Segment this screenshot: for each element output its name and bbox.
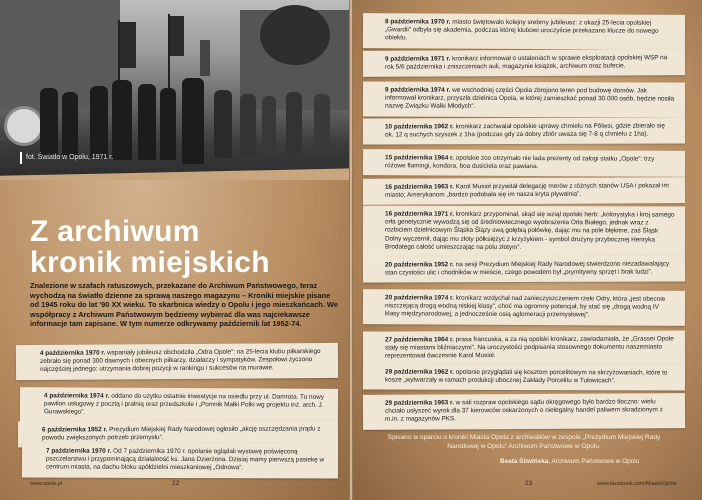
note-date: 16 października 1963 r.: [384, 183, 454, 191]
author-affiliation: , Archiwum Państwowe w Opolu: [548, 458, 640, 465]
note-text: Prezydium Miejskiej Rady Narodowej ogłosiło „akcję oszczędzania prądu z powodu zwiększonych potrzeb przemysłu”.: [42, 425, 321, 442]
note-text: wspaniały jubileusz obchodziła „Odra Opole”: na 25-lecia klubu piłkarskiego zebrało się ponad 300 dawnych i obecnych piłkarzy, działaczy i sympatyków. Zespołowi życzono najczęściej jednego: utrzymania dobrej pozycji w rankingu i sukcesów na murawie.: [39, 347, 321, 374]
note-text: opolanie przyglądali się kosztom porcelitowym na skrzyżowaniach, które to kosze „wytwarzały w ramach produkcji ubocznej Zakłady Porcelitu w Tułowicach”.: [384, 368, 668, 385]
note-card: [363, 13, 685, 49]
author-name: Beata Śliwińska: [500, 458, 549, 465]
note-date: 29 października 1963 r.: [384, 399, 454, 407]
note-date: 4 października 1974 r.: [44, 392, 110, 400]
author-signature: [500, 458, 639, 465]
note-card: [363, 363, 685, 391]
source-note: Spisano w oparciu o kroniki Miasta Opola z archiwaliów w zespole „Prezydium Miejskiej Rady Narodowej w Opolu” Archiwum Państwowe w Opolu.: [387, 434, 661, 450]
right-page: [351, 0, 702, 500]
intro-paragraph: Znalezione w szafach ratuszowych, przekazane do Archiwum Państwowego, teraz wychodzą na światło dzienne za sprawą naszego magazynu – Kroniki miejskie pisane od 1945 roku do lat '90 XX wieku. To skarbnica wiedzy o Opolu i jego mieszkańcach. We współpracy z Archiwum Państwowym będziemy wybierać dla was najciekawsze informacje tam zapisane. W tym numerze odkrywamy październik lat 1952-74.: [30, 281, 338, 329]
note-date: 7 października 1970 r.: [46, 447, 112, 455]
historical-photo: [0, 0, 351, 180]
note-card: [363, 149, 685, 177]
note-card: [363, 117, 685, 145]
note-card: [363, 81, 685, 117]
note-date: 4 października 1970 r.: [39, 349, 106, 357]
note-card: [363, 255, 685, 283]
note-card: [363, 49, 685, 77]
note-text: miasto świętowało kolejny srebrny jubileusz: z okazji 25-lecia opolskiej „Gwardii” odbyła się akademia, podczas której klubowi uroczyście przekazano klucze do nowego obiektu.: [384, 18, 659, 42]
note-text: kronikarz zachwalał opolskie uprawy chmielu na Pólwsi, gdzie zbierało się ok. 12 q suchych szyszek z 1ha (podczas gdy za dobry zbiór uważa się 7-8 q chmielu z 1ha).: [385, 122, 665, 139]
note-date: 27 października 1964 r.: [384, 336, 454, 344]
note-text: kronikarz informował o ustaleniach w sprawie eksploatacji opolskiej WSP na rok 5/6 października i zniszczeniach auli, magazynie książek, archiwum oraz bufecie.: [385, 54, 668, 71]
note-date: 20 października 1974 r.: [385, 294, 454, 302]
note-card: [22, 442, 338, 478]
note-card: [16, 343, 338, 380]
note-text: kronikarz wzdychał nad zanieczyszczeniem rzeki Odry, która „jest obecnie niszczejącą drogą wodną niskiej klasy”, choć ma ogromny potencjał, by stać się „drogą wodną IV klasy międzynarodowej, a jednocześnie osią aglomeracji przemysłowej”.: [384, 294, 666, 319]
note-text: oddano do użytku ostatnie inwestycje na osiedlu przy ul. Damrota. Tu nowy pawilon usługowy z pocztą i pralnią oraz przedszkole i „Pomnik Małki Polki wg projektu inż. arch. J. Gurawskiego”.: [43, 392, 324, 416]
note-card: [363, 177, 685, 205]
note-date: 10 października 1962 r.: [384, 123, 454, 131]
note-text: na sesji Prezydium Miejskiej Rady Narodowej stwierdzono niezadawalający stan czystości ulic i chodników w mieście, czego powodem był „prymitywny sprzęt i brak ludzi”.: [385, 260, 670, 277]
drum: [4, 106, 44, 146]
note-text: prasa francuska, a za nią opolski kronikarz, zawiadamiała, że „Grassei Opole stały się miastami bliźniaczymi”. Na uroczystości podpisania stosownego dokumentu naszemiasto reprezentował ówczesnie Karol Musioł.: [384, 335, 674, 360]
facebook-link[interactable]: www.facebook.com/MiastoOpole: [597, 481, 677, 487]
note-card: [363, 330, 685, 366]
note-card: [363, 393, 685, 429]
title-line-1: Z archiwum: [30, 215, 200, 248]
note-text: w sali rozpraw opolskiego sądu okręgowego było bardzo tłoczno: wielu chciało usłyszeć wyrok dla 37 kierowców oskarżonych o nielegalny handel paliwem skradzionym z m.in. z magazynów PKS.: [384, 398, 663, 424]
page-title: [30, 216, 270, 278]
note-date: 16 października 1971 r.: [385, 210, 454, 218]
note-text: we wschodniej części Opola zbrojono teren pod budowę domów. Jak informował kronikarz, przyszła dzielnica Opola, w której zamieszkać ponad 30.000 osób, będzie nosiła nazwę Związku Walki Młodych”.: [384, 86, 675, 111]
note-text: Karol Musioł przywitał delegację merów z różnych stanów USA i pokazał im miasto; Amerykanom „bardzo podobała się im nasza kryta pływalnia”.: [385, 182, 669, 199]
note-text: kronikarz przypominał, skąd się wziął opolski herb: „kolorystyka i kroj samego orła genetycznie wywodzą się od średniowiecznego wyobrażenia Orła Białego, jednak wraz z rozbiciem dzielnicowym Śląska Ślązy swą gołębią połówkę, dając mu na pole błękitne, zaś Śląsk Dolny wyczernił, dając mu złoty półksiężyc z krzyżykiem - symbol drużyny przybocznej Henryka Brodatego całość umieszczając na polu złotym”.: [384, 210, 675, 251]
page-gutter: [349, 0, 353, 500]
note-date: 20 października 1952 r.: [384, 261, 454, 269]
note-card: [363, 289, 685, 325]
note-card: [363, 205, 685, 257]
note-date: 6 października 1952 r.: [41, 426, 108, 434]
note-date: 9 października 1974 r.: [385, 86, 451, 94]
note-text: Od 7 października 1970 r. opolanie oglądali wystawę poświęconą pszczelarstwu i przypominającą działalność ks. Jana Dzierżona. Dzisiaj mamy pierwszą pasiekę w centrum miasta, na dachu bloku spółdzielni mieszkaniowej „Odnowa”.: [45, 447, 325, 472]
note-date: 15 października 1964 r.: [385, 154, 454, 162]
note-date: 29 października 1962 r.: [385, 368, 454, 376]
note-text: opolskie zoo otrzymało nie lada prezenty od załogi statku „Opole”: trzy różowe flamingi, kondora, boa dusiciela oraz pawiana.: [384, 154, 655, 171]
title-line-2: kronik miejskich: [30, 246, 270, 279]
page-number: 23: [525, 480, 533, 487]
website-link[interactable]: www.opole.pl: [30, 481, 63, 487]
page-number: 22: [172, 480, 180, 487]
note-date: 9 października 1971 r.: [384, 55, 451, 63]
note-date: 8 października 1970 r.: [385, 18, 451, 26]
photo-caption: fot. Światło w Opolu, 1971 r.: [26, 154, 114, 161]
note-card: [20, 387, 338, 423]
